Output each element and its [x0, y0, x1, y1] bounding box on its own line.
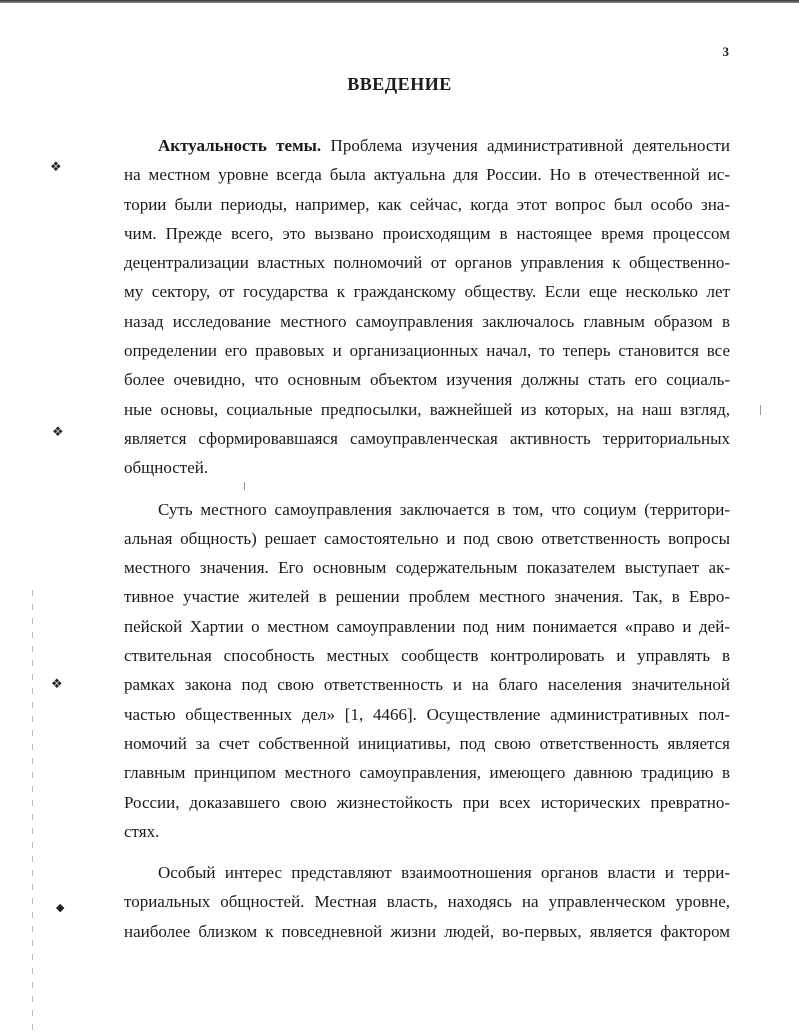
- paragraph-line: децентрализации властных полномочий от органов управления к общественно-: [124, 253, 730, 273]
- paragraph-relevance: [124, 131, 730, 483]
- paragraph-relations: [124, 858, 730, 946]
- paragraph-line: общностей.: [124, 458, 209, 478]
- scan-speck-icon: ◆: [56, 902, 65, 914]
- paragraph-line: местного значения. Его основным содержательным показателем выступает ак-: [124, 558, 730, 578]
- paragraph-line: определении его правовых и организационных начал, то теперь становится все: [124, 341, 730, 361]
- paragraph-line: чим. Прежде всего, это вызвано происходящим в настоящее время процессом: [124, 223, 730, 243]
- paragraph-line: ствительная способность местных сообществ контролировать и управлять в: [124, 646, 730, 666]
- paragraph-line: Суть местного самоуправления заключается в том, что социум (территори-: [158, 499, 730, 519]
- paragraph-line: на местном уровне всегда была актуальна для России. Но в отечественной ис-: [124, 165, 730, 185]
- paragraph-line: му сектору, от государства к гражданскому обществу. Если еще несколько лет: [124, 282, 730, 302]
- paragraph-line: частью общественных дел» [1, 4466]. Осуществление административных пол-: [124, 704, 730, 724]
- paragraph-essence: [124, 495, 730, 847]
- paragraph-line: ториальных общностей. Местная власть, находясь на управленческом уровне,: [124, 892, 730, 912]
- paragraph-line: ные основы, социальные предпосылки, важнейшей из которых, на наш взгляд,: [124, 399, 730, 419]
- paragraph-line: Особый интерес представляют взаимоотношения органов власти и терри-: [158, 863, 730, 883]
- scan-speck-icon: ❖: [52, 424, 64, 439]
- paragraph-line: наиболее близком к повседневной жизни людей, во-первых, является фактором: [124, 921, 730, 941]
- paragraph-line: является сформировавшаяся самоуправленческая активность территориальных: [124, 428, 730, 448]
- paragraph-line: назад исследование местного самоуправления заключалось главным образом в: [124, 311, 730, 331]
- scan-speck-icon: ❖: [51, 676, 63, 691]
- paragraph-line: стях.: [124, 821, 160, 841]
- paragraph-line: более очевидно, что основным объектом изучения должны стать его социаль-: [124, 370, 730, 390]
- paragraph-line: альная общность) решает самостоятельно и под свою ответственность вопросы: [124, 528, 730, 548]
- lead-heading: Актуальность темы.: [158, 136, 322, 155]
- scan-speck-icon: ❖: [50, 159, 62, 174]
- paragraph-line: тивное участие жителей в решении проблем местного значения. Так, в Евро-: [124, 587, 730, 607]
- page-number: 3: [722, 44, 729, 59]
- scan-edge-left: [32, 590, 33, 1030]
- paragraph-line: главным принципом местного самоуправления, имеющего давнюю традицию в: [124, 763, 730, 783]
- scan-edge-top: [0, 0, 799, 3]
- paragraph-line: Актуальность темы. Проблема изучения административной деятельности: [158, 136, 730, 155]
- paragraph-line: номочий за счет собственной инициативы, под свою ответственность является: [124, 733, 730, 753]
- paragraph-line: России, доказавшего свою жизнестойкость при всех исторических превратно-: [124, 792, 730, 812]
- paragraph-line: пейской Хартии о местном самоуправлении под ним понимается «право и дей-: [124, 616, 730, 636]
- scan-mark: [760, 405, 761, 415]
- paragraph-line: тории были периоды, например, как сейчас, когда этот вопрос был особо зна-: [124, 194, 730, 214]
- page-title: ВВЕДЕНИЕ: [347, 74, 452, 94]
- paragraph-line: рамках закона под свою ответственность и на благо населения значительной: [124, 675, 730, 695]
- document-body: [124, 131, 730, 946]
